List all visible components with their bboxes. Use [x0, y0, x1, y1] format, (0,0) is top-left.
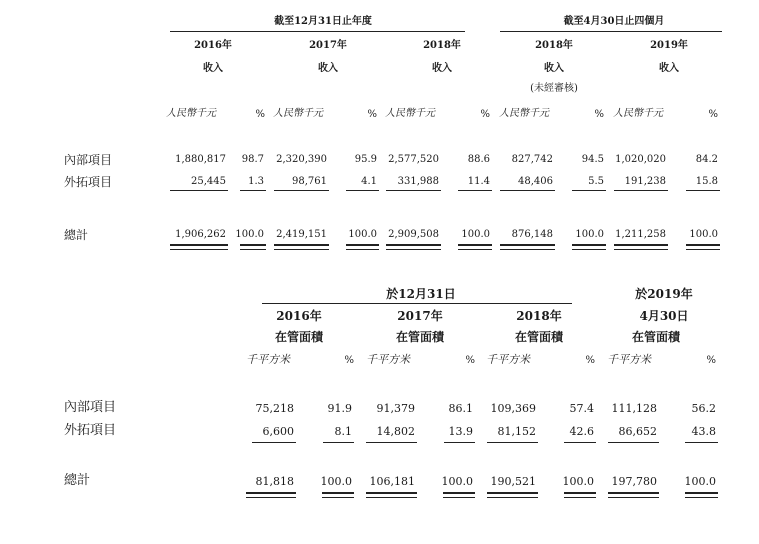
table-cell: 100.0 [562, 475, 594, 488]
table-cell: 100.0 [461, 229, 490, 240]
revenue-label: 收入 [318, 63, 338, 74]
subtotal-rule [366, 442, 417, 443]
gfa-label: 在管面積 [395, 330, 445, 344]
table-cell: 100.0 [689, 229, 718, 240]
year-label: 2016年 [276, 309, 322, 323]
year-label: 2018年 [516, 309, 562, 323]
unit-percent: % [480, 109, 490, 120]
table-cell: 57.4 [569, 402, 594, 415]
table-cell: 15.8 [695, 176, 718, 187]
unit-amount: 人民幣千元 [273, 108, 323, 119]
table-cell: 190,521 [490, 475, 536, 488]
table-cell: 100.0 [684, 475, 716, 488]
as-of-header: 於12月31日 [386, 287, 456, 301]
unit-percent: % [585, 355, 595, 366]
year-label: 2018年 [423, 40, 461, 51]
table-cell: 331,988 [397, 176, 439, 187]
table-cell: 876,148 [511, 229, 553, 240]
table-cell: 84.2 [695, 154, 718, 165]
row-label: 外拓項目 [64, 175, 113, 189]
table-cell: 13.9 [448, 425, 473, 438]
gfa-label: 在管面積 [514, 330, 564, 344]
subtotal-rule [686, 190, 720, 191]
table-cell: 42.6 [569, 425, 594, 438]
revenue-label: 收入 [659, 63, 679, 74]
table-cell: 1,906,262 [175, 229, 226, 240]
unit-percent: % [367, 109, 377, 120]
table-cell: 827,742 [511, 154, 553, 165]
subtotal-rule [274, 190, 329, 191]
unit-amount: 人民幣千元 [613, 108, 663, 119]
unit-amount: 人民幣千元 [166, 108, 216, 119]
subtotal-rule [458, 190, 492, 191]
header-rule [170, 31, 465, 32]
unit-percent: % [708, 109, 718, 120]
table-cell: 5.5 [588, 176, 604, 187]
row-label: 外拓項目 [64, 423, 117, 438]
table-cell: 6,600 [262, 425, 294, 438]
table-cell: 43.8 [691, 425, 716, 438]
table-cell: 1.3 [248, 176, 264, 187]
unit-area: 千平方米 [486, 353, 530, 366]
gfa-label: 在管面積 [631, 330, 681, 344]
period-header-full-year: 截至12月31日止年度 [274, 16, 372, 27]
table-cell: 56.2 [691, 402, 716, 415]
subtotal-rule [444, 442, 475, 443]
unit-area: 千平方米 [246, 353, 290, 366]
unit-percent: % [344, 355, 354, 366]
date-label: 4月30日 [639, 309, 689, 323]
table-cell: 1,880,817 [175, 154, 226, 165]
subtotal-rule [487, 442, 538, 443]
table-cell: 8.1 [334, 425, 352, 438]
table-cell: 197,780 [611, 475, 657, 488]
table-cell: 2,909,508 [388, 229, 439, 240]
year-label: 2017年 [309, 40, 347, 51]
subtotal-rule [323, 442, 354, 443]
table-cell: 100.0 [235, 229, 264, 240]
year-label: 2019年 [650, 40, 688, 51]
unit-percent: % [706, 355, 716, 366]
table-cell: 14,802 [376, 425, 415, 438]
table-cell: 25,445 [191, 176, 226, 187]
subtotal-rule [564, 442, 596, 443]
subtotal-rule [614, 190, 668, 191]
year-label: 2017年 [397, 309, 443, 323]
table-cell: 109,369 [490, 402, 536, 415]
year-label: 2018年 [535, 40, 573, 51]
period-header-four-months: 截至4月30日止四個月 [563, 16, 665, 27]
table-cell: 2,419,151 [276, 229, 327, 240]
gfa-label: 在管面積 [274, 330, 324, 344]
subtotal-rule [240, 190, 266, 191]
as-of-header-2019: 於2019年 [635, 287, 693, 301]
table-cell: 100.0 [575, 229, 604, 240]
subtotal-rule [252, 442, 296, 443]
unit-amount: 人民幣千元 [385, 108, 435, 119]
header-rule [262, 303, 572, 304]
table-cell: 100.0 [320, 475, 352, 488]
total-label: 總計 [64, 228, 89, 242]
year-label: 2016年 [194, 40, 232, 51]
table-cell: 98,761 [292, 176, 327, 187]
table-cell: 75,218 [255, 402, 294, 415]
unit-area: 千平方米 [607, 353, 651, 366]
revenue-label: 收入 [203, 63, 223, 74]
unit-area: 千平方米 [366, 353, 410, 366]
unit-percent: % [465, 355, 475, 366]
subtotal-rule [500, 190, 555, 191]
table-cell: 86,652 [618, 425, 657, 438]
table-cell: 81,152 [497, 425, 536, 438]
row-label: 內部項目 [64, 400, 117, 415]
table-cell: 88.6 [467, 154, 490, 165]
unit-percent: % [594, 109, 604, 120]
revenue-label: 收入 [432, 63, 452, 74]
table-cell: 100.0 [441, 475, 473, 488]
total-label: 總計 [64, 473, 91, 488]
unit-amount: 人民幣千元 [499, 108, 549, 119]
unit-percent: % [255, 109, 265, 120]
table-cell: 191,238 [624, 176, 666, 187]
table-cell: 91,379 [376, 402, 415, 415]
table-cell: 111,128 [611, 402, 657, 415]
table-cell: 1,211,258 [615, 229, 666, 240]
unaudited-note: (未經審核) [530, 83, 578, 94]
revenue-label: 收入 [544, 63, 564, 74]
subtotal-rule [346, 190, 379, 191]
table-cell: 98.7 [241, 154, 264, 165]
table-cell: 2,577,520 [388, 154, 439, 165]
table-cell: 95.9 [354, 154, 377, 165]
table-cell: 1,020,020 [615, 154, 666, 165]
table-cell: 106,181 [369, 475, 415, 488]
subtotal-rule [170, 190, 228, 191]
table-cell: 48,406 [518, 176, 553, 187]
table-cell: 4.1 [361, 176, 377, 187]
row-label: 內部項目 [64, 153, 113, 167]
table-cell: 94.5 [581, 154, 604, 165]
table-cell: 91.9 [327, 402, 352, 415]
subtotal-rule [608, 442, 659, 443]
table-cell: 86.1 [448, 402, 473, 415]
subtotal-rule [386, 190, 441, 191]
header-rule [500, 31, 722, 32]
subtotal-rule [572, 190, 606, 191]
table-cell: 2,320,390 [276, 154, 327, 165]
table-cell: 11.4 [467, 176, 490, 187]
table-cell: 100.0 [348, 229, 377, 240]
table-cell: 81,818 [255, 475, 294, 488]
subtotal-rule [685, 442, 718, 443]
